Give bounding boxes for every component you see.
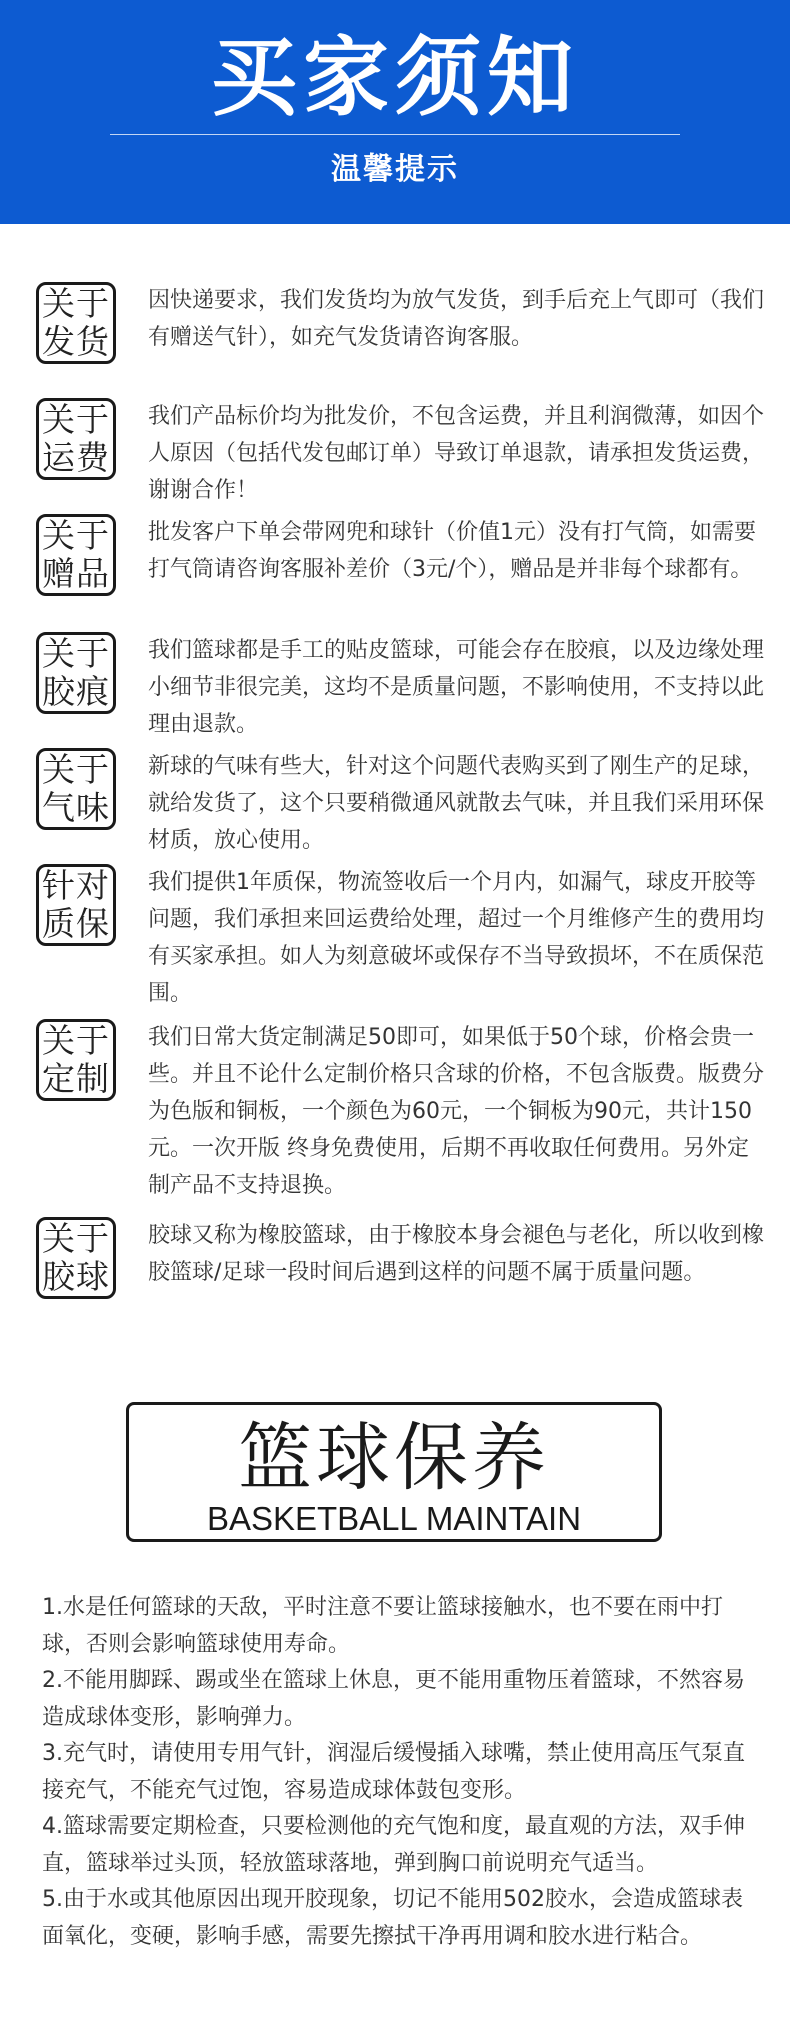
badge-line: 赠品: [42, 554, 110, 593]
notice-text: 我们篮球都是手工的贴皮篮球，可能会存在胶痕，以及边缘处理小细节非很完美，这均不是质量问题，不影响使用，不支持以此理由退款。: [148, 638, 765, 737]
badge-line: 关于: [42, 516, 110, 555]
badge-line: 气味: [42, 788, 110, 827]
badge-line: 关于: [42, 750, 110, 789]
badge-line: 关于: [42, 284, 110, 323]
notice-text: 因快递要求，我们发货均为放气发货，到手后充上气即可（我们有赠送气针），如充气发货请咨询客服。: [148, 288, 765, 350]
page-title: 买家须知: [211, 28, 579, 128]
notice-text: 批发客户下单会带网兜和球针（价值1元）没有打气筒，如需要打气筒请咨询客服补差价（3元/个），赠品是并非每个球都有。: [148, 520, 756, 582]
notice-text: 我们日常大货定制满足50即可，如果低于50个球，价格会贵一些。并且不论什么定制价格只含球的价格，不包含版费。版费分为色版和铜板，一个颜色为60元，一个铜板为90元，共计150元。一次开版 终身免费使用，后期不再收取任何费用。另外定制产品不支持退换。: [148, 1025, 765, 1198]
header-divider: [110, 134, 680, 135]
notice-badge: [36, 398, 116, 480]
notice-text: 胶球又称为橡胶篮球，由于橡胶本身会褪色与老化，所以收到橡胶篮球/足球一段时间后遇到这样的问题不属于质量问题。: [148, 1223, 765, 1285]
badge-line: 运费: [42, 438, 110, 477]
care-item: 5.由于水或其他原因出现开胶现象，切记不能用502胶水，会造成篮球表面氧化，变硬，影响手感，需要先擦拭干净再用调和胶水进行粘合。: [42, 1887, 743, 1949]
notice-list: [0, 224, 790, 1334]
badge-line: 定制: [42, 1059, 110, 1098]
care-item: 3.充气时，请使用专用气针，润湿后缓慢插入球嘴，禁止使用高压气泵直接充气，不能充气过饱，容易造成球体鼓包变形。: [42, 1741, 745, 1803]
notice-text: 我们产品标价均为批发价，不包含运费，并且利润微薄，如因个人原因（包括代发包邮订单）导致订单退款，请承担发货运费，谢谢合作！: [148, 404, 765, 503]
badge-line: 关于: [42, 1219, 110, 1258]
notice-text: 新球的气味有些大，针对这个问题代表购买到了刚生产的足球，就给发货了，这个只要稍微通风就散去气味，并且我们采用环保材质，放心使用。: [148, 754, 765, 853]
notice-badge: [36, 632, 116, 714]
notice-text: 我们提供1年质保，物流签收后一个月内，如漏气，球皮开胶等问题，我们承担来回运费给处理，超过一个月维修产生的费用均有买家承担。如人为刻意破坏或保存不当导致损坏，不在质保范围。: [148, 870, 765, 1006]
notice-badge: [36, 282, 116, 364]
notice-badge: [36, 864, 116, 946]
badge-line: 关于: [42, 400, 110, 439]
maintain-title-zh: 篮球保养: [238, 1415, 550, 1501]
notice-badge: [36, 1217, 116, 1299]
badge-line: 胶球: [42, 1257, 110, 1296]
page-subtitle: 温馨提示: [331, 152, 459, 187]
notice-badge: [36, 748, 116, 830]
notice-badge: [36, 1019, 116, 1101]
header-banner: [0, 0, 790, 224]
badge-line: 质保: [42, 904, 110, 943]
care-item: 4.篮球需要定期检查，只要检测他的充气饱和度，最直观的方法，双手伸直，篮球举过头顶，轻放篮球落地，弹到胸口前说明充气适当。: [42, 1814, 745, 1876]
badge-line: 针对: [42, 866, 110, 905]
badge-line: 关于: [42, 1021, 110, 1060]
maintain-heading-box: [126, 1402, 662, 1542]
badge-line: 关于: [42, 634, 110, 673]
notice-badge: [36, 514, 116, 596]
maintain-title-en: BASKETBALL MAINTAIN: [206, 1500, 582, 1537]
badge-line: 发货: [42, 322, 110, 361]
care-item: 2.不能用脚踩、踢或坐在篮球上休息，更不能用重物压着篮球，不然容易造成球体变形，影响弹力。: [42, 1668, 745, 1730]
care-list: [42, 1590, 752, 1955]
care-item: 1.水是任何篮球的天敌，平时注意不要让篮球接触水，也不要在雨中打球，否则会影响篮球使用寿命。: [42, 1595, 723, 1657]
badge-line: 胶痕: [42, 672, 110, 711]
